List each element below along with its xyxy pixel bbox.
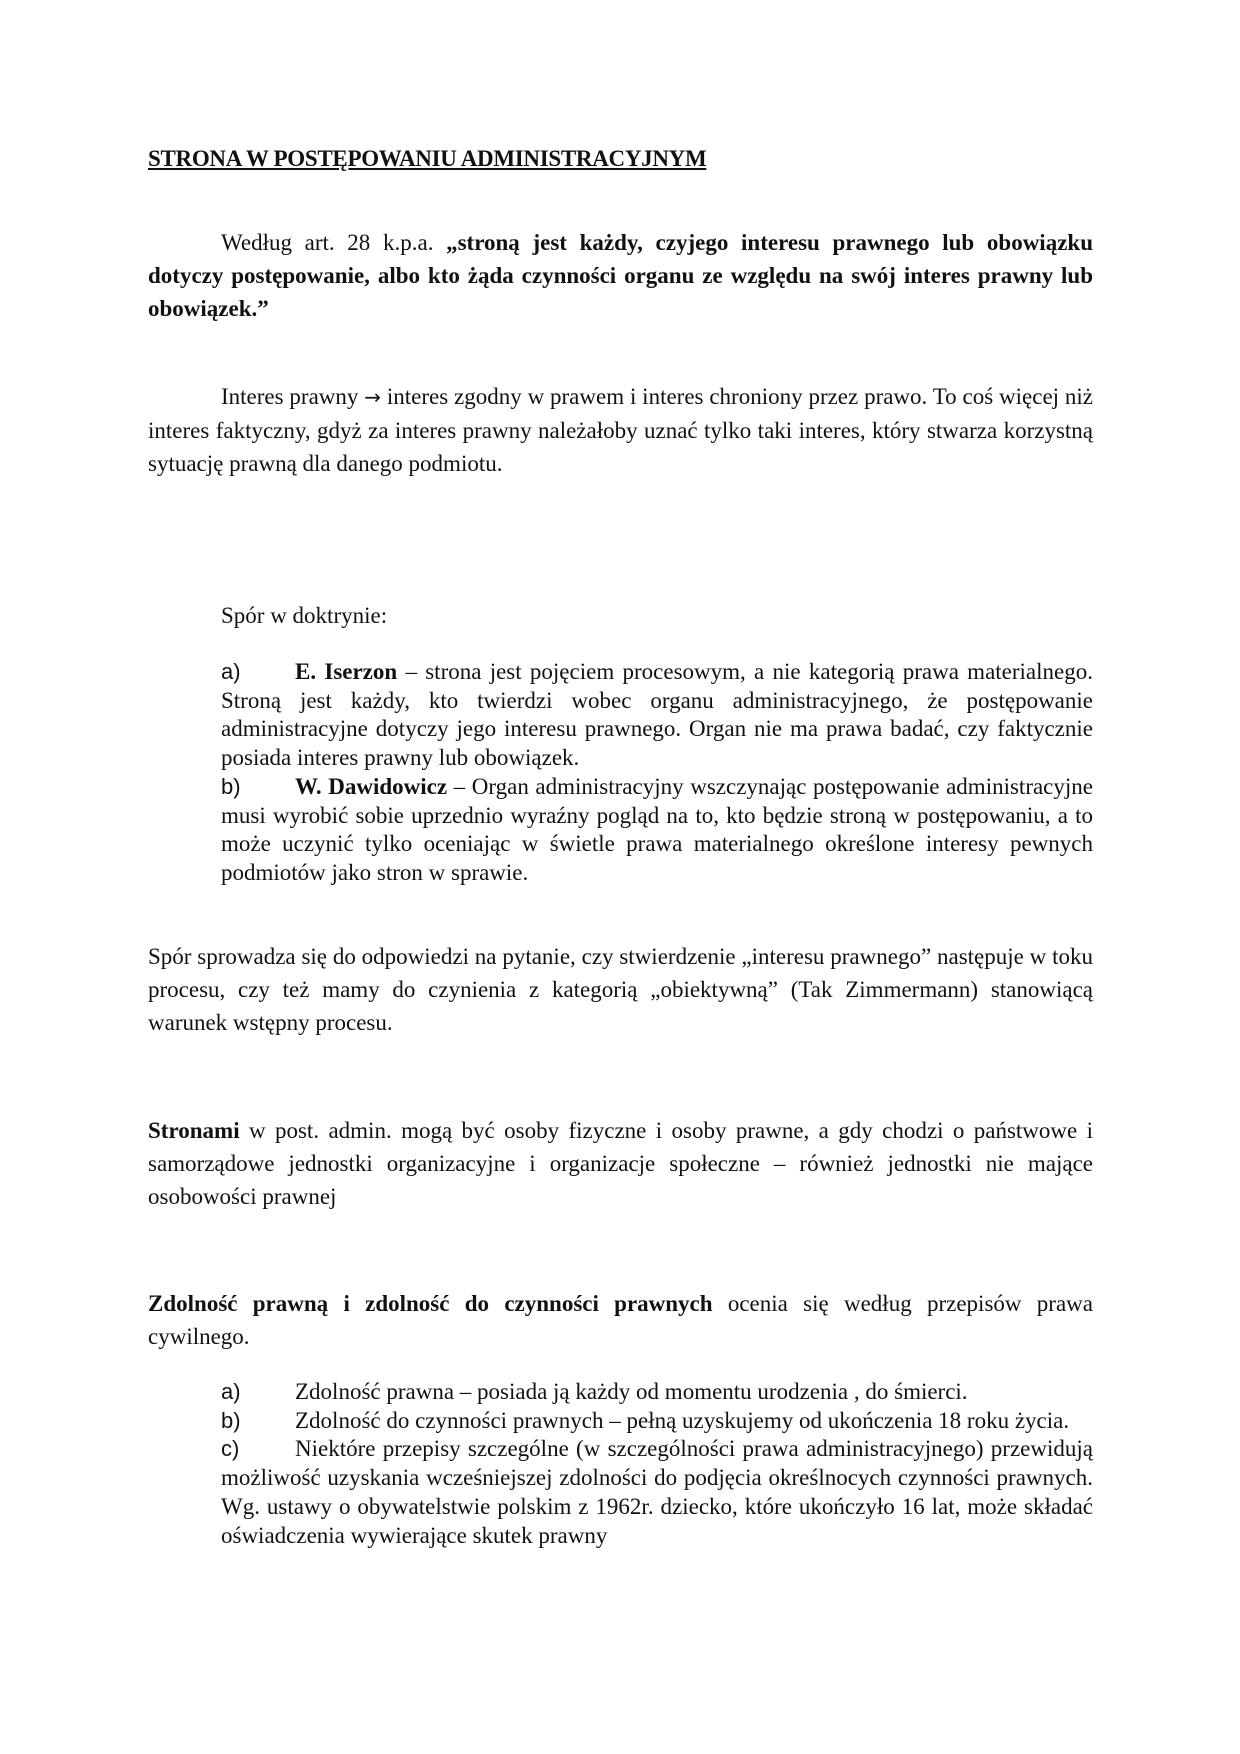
parties-paragraph [148,1114,1093,1213]
legal-interest-text: interes zgodny w prawem i interes chroniony przez prawo. To coś więcej niż interes faktyczny, gdyż za interes prawny należałoby uznać tylko taki interes, który stwarza korzystną sytuację prawną dla danego podmiotu. [148,384,1093,476]
capacity-text: ocenia się według przepisów prawa cywilnego. [148,1291,1093,1349]
list-item-text: – Organ administracyjny wszczynając postępowanie administracyjne musi wyrobić sobie uprzednio wyraźny pogląd na to, kto będzie stroną w postępowaniu, a to może uczynić tylko oceniając w świetle prawa materialnego określone interesy pewnych podmiotów jako stron w sprawie. [221,773,1093,885]
dispute-heading: Spór w doktrynie: [221,603,388,628]
definition-paragraph [148,226,1093,325]
author-name: E. Iserzon [295,659,398,684]
list-marker: b) [221,773,241,799]
list-item-text: Niektóre przepisy szczególne (w szczególności prawa administracyjnego) przewidują możliwość uzyskania wcześniejszej zdolności do podjęcia określnocych czynności prawnych. Wg. ustawy o obywatelstwie polskim z 1962r. dziecko, które ukończyło 16 lat, może składać oświadczenia wywierające skutek prawny [221,1436,1093,1548]
dispute-list [221,658,1093,888]
legal-interest-term: Interes prawny [221,384,365,409]
list-item [221,1378,1093,1407]
definition-quote: „stroną jest każdy, czyjego interesu prawnego lub obowiązku dotyczy postępowanie, albo kto żąda czynności organu ze względu na swój interes prawny lub obowiązek.” [148,230,1093,321]
capacity-paragraph [148,1287,1093,1353]
list-marker: a) [221,1379,241,1404]
arrow-right-icon: → [364,385,382,409]
dispute-summary-paragraph: Spór sprowadza się do odpowiedzi na pytanie, czy stwierdzenie „interesu prawnego” następuje w toku procesu, czy też mamy do czynienia z kategorią „obiektywną” (Tak Zimmermann) stanowiącą warunek wstępny procesu. [148,944,1093,1035]
definition-lead: Według art. 28 k.p.a. [221,230,447,255]
list-marker: b) [221,1407,241,1433]
list-item-text: Zdolność do czynności prawnych – pełną uzyskujemy od ukończenia 18 roku życia. [295,1407,1070,1433]
list-marker: a) [221,659,241,684]
parties-text: w post. admin. mogą być osoby fizyczne i osoby prawne, a gdy chodzi o państwowe i samorządowe jednostki organizacyjne i organizacje społeczne – również jednostki nie mające osobowości prawnej [148,1118,1093,1209]
page-title: STRONA W POSTĘPOWANIU ADMINISTRACYJNYM [148,146,707,171]
author-name: W. Dawidowicz [295,773,448,799]
capacity-list [221,1378,1093,1550]
list-item [221,658,1093,773]
list-item-text: Zdolność prawna – posiada ją każdy od momentu urodzenia , do śmierci. [295,1379,968,1404]
legal-interest-paragraph [148,380,1093,480]
list-item [221,1435,1093,1550]
parties-term: Stronami [148,1118,240,1143]
list-marker: c) [221,1436,240,1462]
list-item [221,773,1093,888]
capacity-term: Zdolność prawną i zdolność do czynności prawnych [148,1291,713,1316]
list-item-text: – strona jest pojęciem procesowym, a nie kategorią prawa materialnego. Stroną jest każdy, kto twierdzi wobec organu administracyjnego, że postępowanie administracyjne dotyczy jego interesu prawnego. Organ nie ma prawa badać, czy faktycznie posiada interes prawny lub obowiązek. [221,659,1093,771]
list-item [221,1407,1093,1436]
